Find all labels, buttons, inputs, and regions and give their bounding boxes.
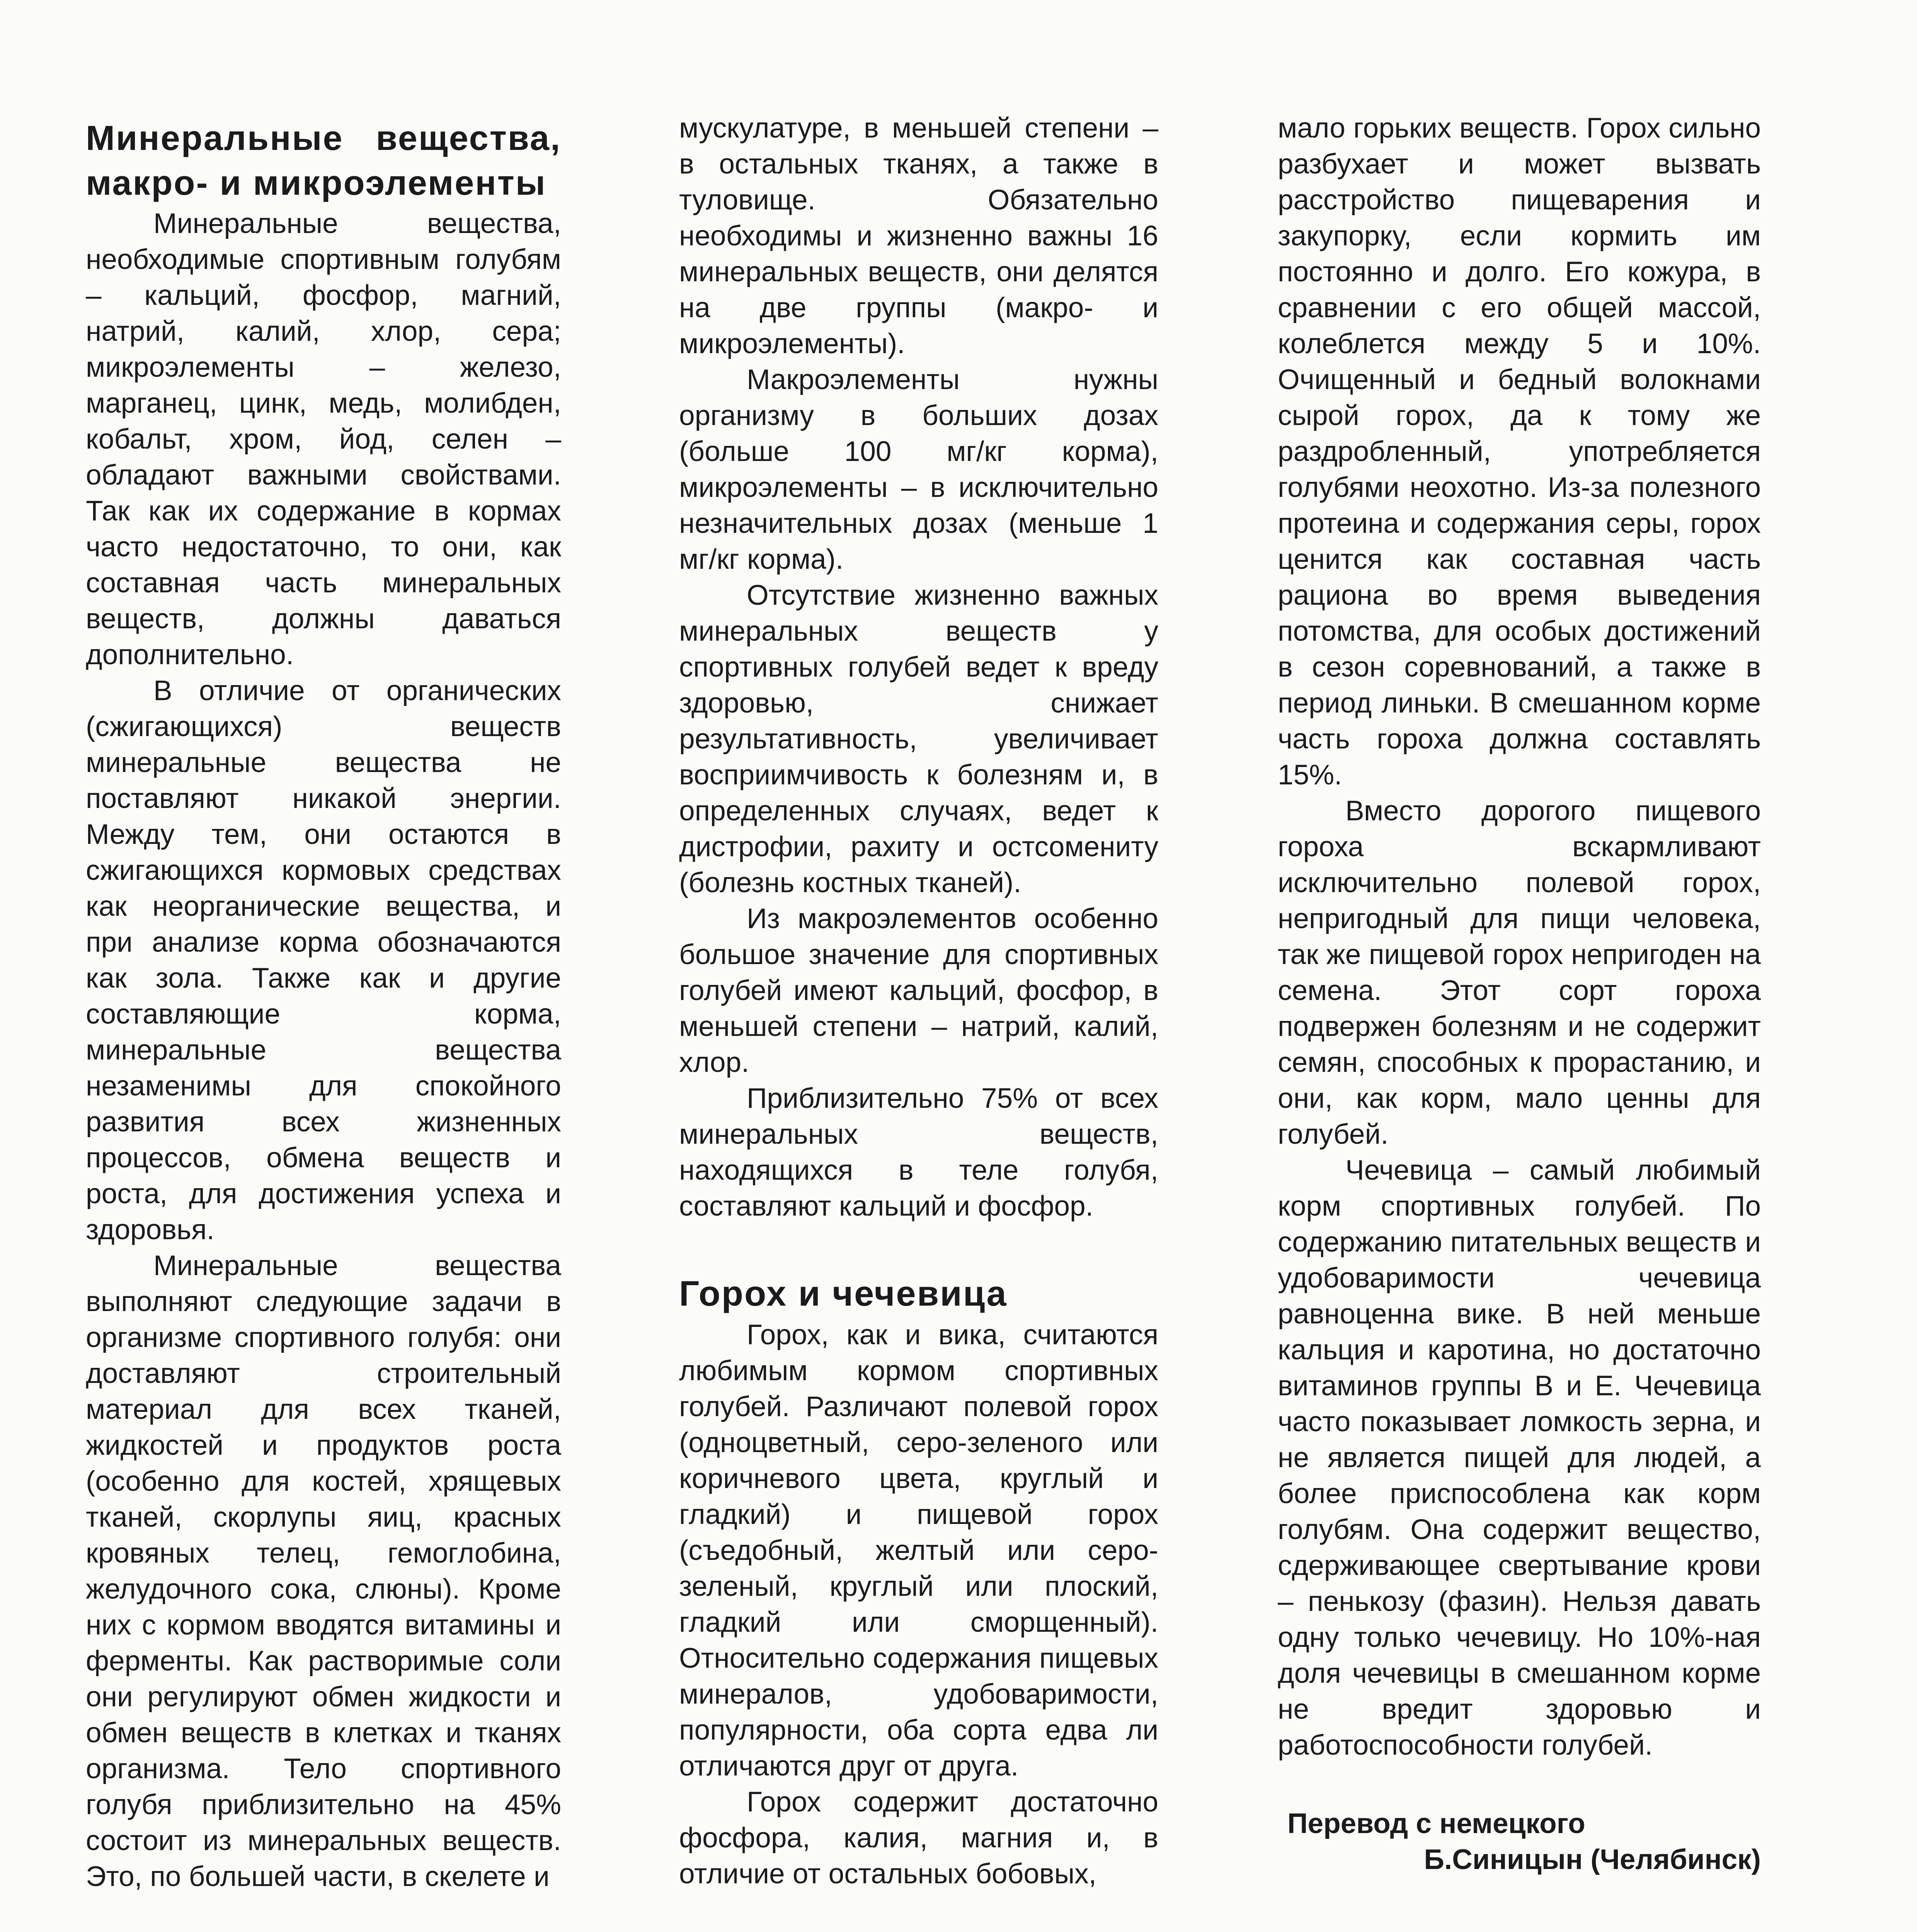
paragraph: В отличие от органических (сжигающихся) веществ минеральные вещества не поставляют никакой энергии. Между тем, они остаются в сжигающихся кормовых средствах как неорганические вещества, и при анализе корма обозначаются как зола. Также как и другие составляющие корма, минеральные вещества незаменимы для спокойного развития всех жизненных процессов, обмена веществ и роста, для достижения успеха и здоровья. [86,675,561,1245]
translator-name: Б.Синицын (Челябинск) [1424,1844,1761,1875]
article-heading-minerals: Минеральные вещества, макро- и микроэлементы [86,119,561,202]
column-3 [1278,110,1761,1878]
paragraph: Из макроэлементов особенно большое значение для спортивных голубей имеют кальций, фосфор, в меньшей степени – натрий, калий, хлор. [679,903,1158,1078]
column-2 [679,110,1158,1892]
paragraph: Вместо дорогого пищевого гороха вскармливают исключительно полевой горох, непригодный для пищи человека, так же пищевой горох непригоден на семена. Этот сорт гороха подвержен болезням и не содержит семян, способных к прорастанию, и они, как корм, мало ценны для голубей. [1278,795,1761,1150]
translation-note: Перевод с немецкого [1287,1808,1585,1839]
paragraph: Чечевица – самый любимый корм спортивных голубей. По содержанию питательных веществ и удобоваримости чечевица равноценна вике. В ней меньше кальция и каротина, но достаточно витаминов группы B и E. Чечевица часто показывает ломкость зерна, и не является пищей для людей, а более приспособлена как корм голубям. Она содержит вещество, сдерживающее свертывание крови – пенькозу (фазин). Нельзя давать одну только чечевицу. Но 10%-ная доля чечевицы в смешанном корме не вредит здоровью и работоспособности голубей. [1278,1155,1761,1761]
paragraph: Отсутствие жизненно важных минеральных веществ у спортивных голубей ведет к вреду здоровью, снижает результативность, увеличивает восприимчивость к болезням и, в определенных случаях, ведет к дистрофии, рахиту и остсомениту (болезнь костных тканей). [679,580,1158,898]
paragraph: Приблизительно 75% от всех минеральных веществ, находящихся в теле голубя, составляют кальций и фосфор. [679,1083,1158,1222]
signature [1278,1806,1761,1878]
paragraph: Макроэлементы нужны организму в больших дозах (больше 100 мг/кг корма), микроэлементы – в исключительно незначительных дозах (меньше 1 мг/кг корма). [679,364,1158,575]
article-heading-peas: Горох и чечевица [679,1274,1008,1313]
paragraph: Горох содержит достаточно фосфора, калия, магния и, в отличие от остальных бобовых, [679,1786,1158,1889]
paragraph-continued: мускулатуре, в меньшей степени – в остальных тканях, а также в туловище. Обязательно необходимы и жизненно важны 16 минеральных веществ, они делятся на две группы (макро- и микроэлементы). [679,112,1158,359]
paragraph: Минеральные вещества выполняют следующие задачи в организме спортивного голубя: они доставляют строительный материал для всех тканей, жидкостей и продуктов роста (особенно для костей, хрящевых тканей, скорлупы яиц, красных кровяных телец, гемоглобина, желудочного сока, слюны). Кроме них с кормом вводятся витамины и ферменты. Как растворимые соли они регулируют обмен жидкости и обмен веществ в клетках и тканях организма. Тело спортивного голубя приблизительно на 45% состоит из минеральных веществ. Это, по большей части, в скелете и [86,1250,561,1892]
column-1 [86,116,561,1895]
paragraph: Минеральные вещества, необходимые спортивным голубям – кальций, фосфор, магний, натрий, калий, хлор, сера; микроэлементы – железо, марганец, цинк, медь, молибден, кобальт, хром, йод, селен – обладают важными свойствами. Так как их содержание в кормах часто недостаточно, то они, как составная часть минеральных веществ, должны даваться дополнительно. [86,208,561,670]
paragraph: Горох, как и вика, считаются любимым кормом спортивных голубей. Различают полевой горох (одноцветный, серо-зеленого или коричневого цвета, круглый и гладкий) и пищевой горох (съедобный, желтый или серо-зеленый, круглый или плоский, гладкий или сморщенный). Относительно содержания пищевых минералов, удобоваримости, популярности, оба сорта едва ли отличаются друг от друга. [679,1319,1158,1782]
paragraph-continued: мало горьких веществ. Горох сильно разбухает и может вызвать расстройство пищеварения и закупорку, если кормить им постоянно и долго. Его кожура, в сравнении с его общей массой, колеблется между 5 и 10%. Очищенный и бедный волокнами сырой горох, да к тому же раздробленный, употребляется голубями неохотно. Из-за полезного протеина и содержания серы, горох ценится как составная часть рациона во время выведения потомства, для особых достижений в сезон соревнований, а также в период линьки. В смешанном корме часть гороха должна составлять 15%. [1278,112,1761,791]
